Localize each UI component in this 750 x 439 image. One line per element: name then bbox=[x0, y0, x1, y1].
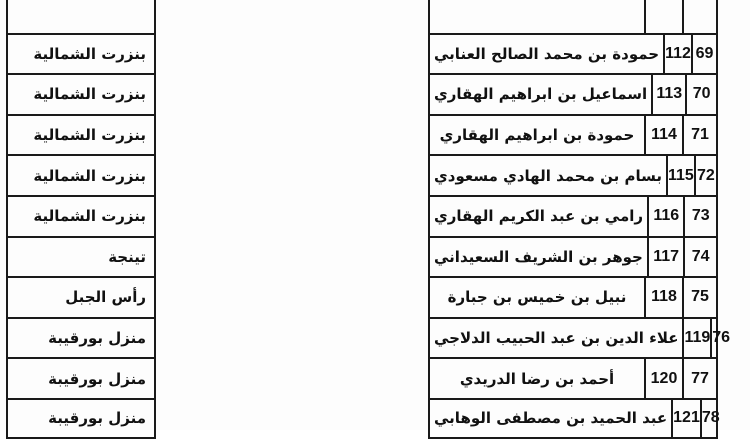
city-cell: منزل بورقيبة bbox=[48, 369, 146, 388]
id-cell bbox=[644, 0, 682, 33]
name-cell: جوهر بن الشريف السعيداني bbox=[434, 247, 643, 266]
city-cell: رأس الجبل bbox=[65, 288, 146, 307]
city-row bbox=[8, 33, 154, 74]
table-row bbox=[430, 195, 716, 236]
city-cell: بنزرت الشمالية bbox=[33, 85, 146, 104]
table-row bbox=[430, 236, 716, 277]
city-row bbox=[8, 114, 154, 155]
rank-cell: 73 bbox=[683, 197, 716, 236]
city-row bbox=[8, 73, 154, 114]
name-cell: علاء الدين بن عبد الحبيب الدلاجي bbox=[434, 329, 679, 348]
city-cell: بنزرت الشمالية bbox=[33, 166, 146, 185]
id-cell: 121 bbox=[671, 400, 700, 437]
city-cell: منزل بورقيبة bbox=[48, 409, 146, 428]
city-row bbox=[8, 0, 154, 33]
table-row bbox=[430, 33, 716, 74]
name-cell: رامي بن عبد الكريم الهقاري bbox=[434, 207, 644, 226]
city-column bbox=[6, 0, 156, 439]
table-row bbox=[430, 73, 716, 114]
rank-cell bbox=[682, 0, 716, 33]
city-row bbox=[8, 398, 154, 439]
rank-cell: 74 bbox=[683, 238, 716, 277]
name-cell: عبد الحميد بن مصطفى الوهابي bbox=[434, 409, 668, 428]
rank-cell: 70 bbox=[685, 75, 716, 114]
names-table bbox=[428, 0, 731, 439]
name-cell: نبيل بن خميس بن جبارة bbox=[447, 288, 627, 307]
city-row bbox=[8, 317, 154, 358]
name-cell: أحمد بن رضا الدريدي bbox=[459, 369, 615, 388]
city-cell: بنزرت الشمالية bbox=[33, 44, 146, 63]
id-cell: 112 bbox=[663, 35, 691, 74]
rank-cell: 75 bbox=[682, 278, 716, 317]
table-row bbox=[430, 114, 716, 155]
id-cell: 120 bbox=[644, 359, 682, 398]
table-row bbox=[430, 317, 731, 358]
id-cell: 114 bbox=[644, 116, 682, 155]
table-row bbox=[430, 276, 716, 317]
city-row bbox=[8, 276, 154, 317]
rank-cell: 72 bbox=[694, 156, 716, 195]
name-cell: اسماعيل بن ابراهيم الهقاري bbox=[434, 85, 648, 104]
rank-cell: 78 bbox=[700, 400, 720, 437]
table-row bbox=[430, 398, 720, 439]
id-cell: 119 bbox=[682, 319, 710, 358]
id-cell: 115 bbox=[666, 156, 694, 195]
id-cell: 117 bbox=[647, 238, 683, 277]
city-row bbox=[8, 154, 154, 195]
table-row bbox=[430, 357, 716, 398]
rank-cell: 77 bbox=[682, 359, 716, 398]
city-row bbox=[8, 357, 154, 398]
name-cell: حمودة بن محمد الصالح العنابي bbox=[434, 44, 660, 63]
name-cell: حمودة بن ابراهيم الهقاري bbox=[439, 126, 635, 145]
rank-cell: 71 bbox=[682, 116, 716, 155]
city-cell: تينجة bbox=[108, 247, 146, 266]
name-cell: بسام بن محمد الهادي مسعودي bbox=[434, 166, 662, 185]
table-row bbox=[430, 0, 716, 33]
rank-cell: 69 bbox=[691, 35, 716, 74]
city-cell: بنزرت الشمالية bbox=[33, 126, 146, 145]
city-cell: بنزرت الشمالية bbox=[33, 207, 146, 226]
city-row bbox=[8, 236, 154, 277]
id-cell: 113 bbox=[651, 75, 685, 114]
city-row bbox=[8, 195, 154, 236]
table-row bbox=[430, 154, 716, 195]
id-cell: 118 bbox=[644, 278, 682, 317]
city-cell: منزل بورقيبة bbox=[48, 329, 146, 348]
id-cell: 116 bbox=[647, 197, 683, 236]
rank-cell: 76 bbox=[710, 319, 730, 358]
